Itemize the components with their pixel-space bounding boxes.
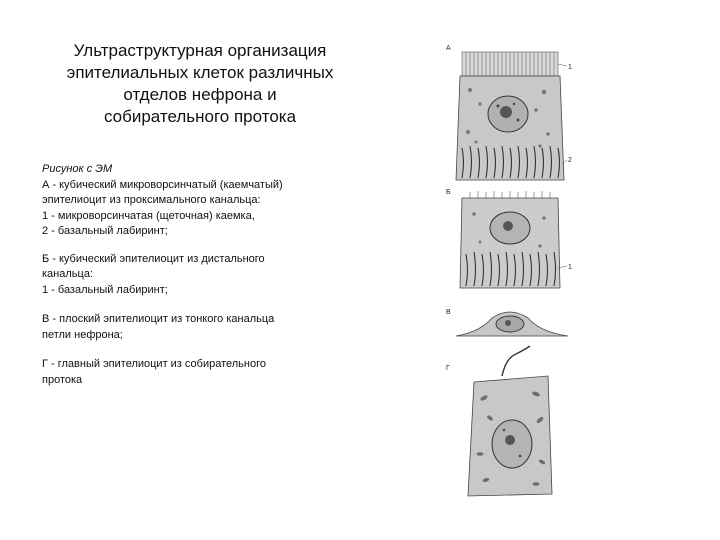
title-line: эпителиальных клеток различных [66, 63, 334, 82]
cell-b-drawing [460, 191, 567, 288]
caption-g-line: протока [42, 373, 83, 386]
caption-b-line: 1 - базальный лабиринт; [42, 283, 168, 296]
slide-title [40, 40, 360, 128]
title-line: собирательного протока [103, 107, 297, 126]
label-g: Г [446, 365, 450, 372]
caption-v-block [42, 312, 362, 343]
caption-b-block [42, 252, 362, 299]
figure-caption [42, 162, 362, 388]
label-b1: 1 [568, 264, 572, 271]
caption-heading: Рисунок с ЭМ [42, 163, 113, 175]
label-a1: 1 [568, 64, 572, 71]
label-b: Б [446, 189, 451, 196]
caption-a-line: 1 - микроворсинчатая (щеточная) каемка, [42, 209, 255, 222]
caption-b-line: Б - кубический эпителиоцит из дистального [42, 252, 265, 265]
label-a: А [446, 45, 451, 52]
caption-b-line: канальца: [42, 268, 93, 280]
caption-a-line: 2 - базальный лабиринт; [42, 225, 168, 237]
caption-v-line: петли нефрона; [42, 328, 123, 341]
caption-a-line: А - кубический микроворсинчатый (каемчатый) [42, 178, 283, 191]
cell-v-drawing [456, 312, 568, 336]
caption-v-line: В - плоский эпителиоцит из тонкого канальца [42, 313, 275, 325]
cell-drawings-svg [440, 42, 590, 512]
caption-a-line: эпителиоцит из проксимального канальца: [42, 194, 261, 206]
title-line: отделов нефрона и [123, 85, 277, 104]
cell-a-drawing [456, 52, 567, 180]
caption-g-line: Г - главный эпителиоцит из собирательного [42, 358, 266, 370]
cell-g-drawing [468, 346, 552, 496]
cell-illustration [440, 42, 590, 512]
caption-g-block [42, 357, 362, 388]
label-v: В [446, 309, 451, 316]
title-line: Ультраструктурная организация [73, 41, 327, 60]
label-a2: 2 [568, 157, 572, 164]
